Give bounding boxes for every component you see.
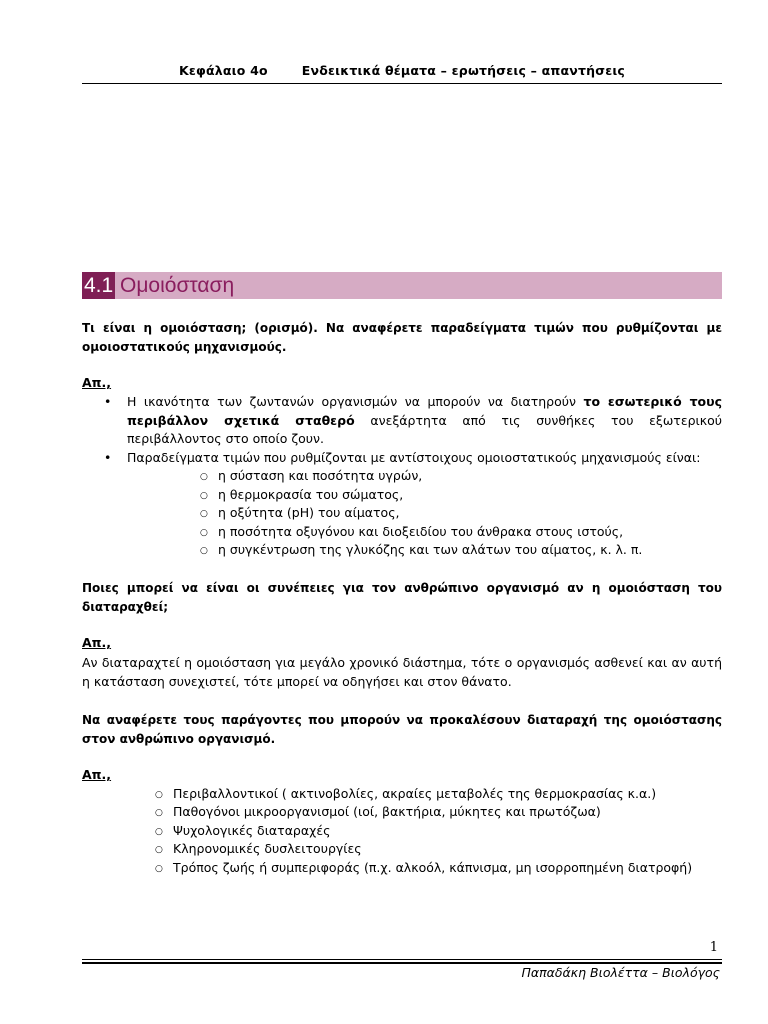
footer-author: Παπαδάκη Βιολέττα – Βιολόγος (521, 965, 720, 980)
circle-bullet-icon: ○ (155, 864, 163, 874)
header-rule (82, 83, 722, 84)
factor-item (155, 803, 601, 823)
example-text: η σύσταση και ποσότητα υγρών, (218, 468, 423, 483)
factor-text: Ψυχολογικές διαταραχές (173, 823, 331, 838)
bullet-1-plain: Η ικανότητα των ζωντανών οργανισμών να μπορούν να διατηρούν (127, 394, 584, 409)
example-text: η θερμοκρασία του σώματος, (218, 487, 404, 502)
question-3: Να αναφέρετε τους παράγοντες που μπορούν να προκαλέσουν διαταραχή της ομοιόστασης στον ανθρώπινο οργανισμό. (82, 713, 722, 746)
example-item (200, 486, 403, 506)
example-text: η ποσότητα οξυγόνου και διοξειδίου του άνθρακα στους ιστούς, (218, 524, 624, 539)
section-title: Ομοιόσταση (120, 274, 235, 297)
section-heading (82, 272, 722, 299)
header-subject: Ενδεικτικά θέματα – ερωτήσεις – απαντήσεις (301, 63, 626, 78)
answer-1-label: Απ., (82, 375, 112, 390)
page-number: 1 (709, 940, 718, 955)
circle-bullet-icon: ○ (200, 528, 208, 538)
circle-bullet-icon: ○ (155, 790, 163, 800)
bullet-icon: • (104, 450, 112, 465)
bullet-1-text (127, 393, 722, 449)
example-item (200, 523, 623, 543)
bullet-icon: • (104, 394, 112, 409)
answer-2-text: Αν διαταραχτεί η ομοιόσταση για μεγάλο χρονικό διάστημα, τότε ο οργανισμός ασθενεί και αν αυτή η κατάσταση συνεχιστεί, τότε μπορεί να οδηγήσει και στον θάνατο. (82, 655, 722, 689)
factor-text: Περιβαλλοντικοί ( ακτινοβολίες, ακραίες μεταβολές της θερμοκρασίας κ.α.) (173, 786, 657, 801)
bullet-1-bold: το εσωτερικό τους περιβάλλον σχετικά σταθερό (127, 394, 722, 428)
answer-3-label: Απ., (82, 767, 112, 782)
header-chapter: Κεφάλαιο 4ο (178, 63, 268, 78)
factor-text: Παθογόνοι μικροοργανισμοί (ιοί, βακτήρια, μύκητες και πρωτόζωα) (173, 804, 601, 819)
page-header (82, 63, 722, 78)
example-item (200, 541, 642, 561)
factor-text: Τρόπος ζωής ή συμπεριφοράς (π.χ. αλκοόλ, κάπνισμα, μη ισορροπημένη διατροφή) (173, 860, 693, 875)
circle-bullet-icon: ○ (155, 827, 163, 837)
circle-bullet-icon: ○ (200, 491, 208, 501)
circle-bullet-icon: ○ (155, 845, 163, 855)
circle-bullet-icon: ○ (200, 472, 208, 482)
bullet-1-rest: ανεξάρτητα από τις συνθήκες του εξωτερικού περιβάλλοντος στο οποίο ζουν. (127, 412, 722, 446)
footer-rule-bottom (82, 962, 722, 964)
factor-text: Κληρονομικές δυσλειτουργίες (173, 841, 362, 856)
example-text: η οξύτητα (pH) του αίματος, (218, 505, 400, 520)
footer-rule-top (82, 959, 722, 960)
answer-2-label: Απ., (82, 635, 112, 650)
example-text: η συγκέντρωση της γλυκόζης και των αλάτων του αίματος, κ. λ. π. (218, 542, 643, 557)
question-1: Τι είναι η ομοιόσταση; (ορισμό). Να αναφέρετε παραδείγματα τιμών που ρυθμίζονται με ομοιοστατικούς μηχανισμούς. (82, 321, 722, 354)
circle-bullet-icon: ○ (200, 546, 208, 556)
factor-item (155, 840, 362, 860)
factor-item (155, 785, 656, 805)
factor-item (155, 822, 330, 842)
question-2: Ποιες μπορεί να είναι οι συνέπειες για τον ανθρώπινο οργανισμό αν η ομοιόσταση του διαταραχθεί; (82, 581, 722, 614)
example-item (200, 504, 400, 524)
circle-bullet-icon: ○ (200, 509, 208, 519)
factor-item (155, 859, 692, 879)
example-item (200, 467, 422, 487)
bullet-2-text: Παραδείγματα τιμών που ρυθμίζονται με αντίστοιχους ομοιοστατικούς μηχανισμούς είναι: (127, 450, 701, 465)
circle-bullet-icon: ○ (155, 808, 163, 818)
section-number: 4.1 (84, 274, 114, 297)
